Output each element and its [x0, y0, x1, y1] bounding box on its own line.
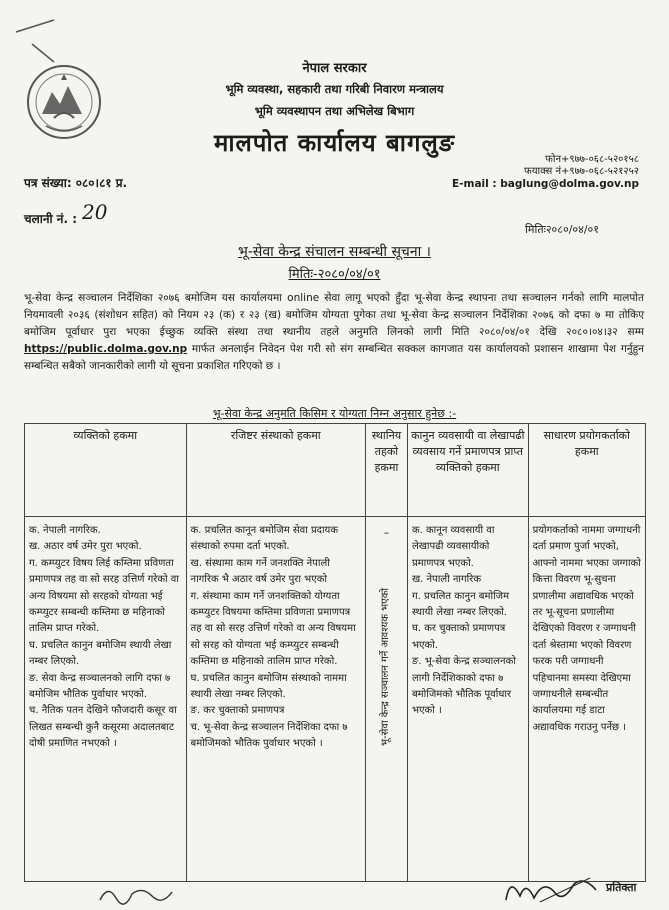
list-item: घ. प्रचलित कानुन बमोजिम स्थायी लेखा नम्बर लिएको.	[29, 639, 172, 668]
column-header-local-level: स्थानिय तहको हकमा	[365, 424, 407, 517]
list-item: ख. अठार वर्ष उमेर पुरा भएको.	[29, 541, 142, 553]
notice-date: मितिः-२०८०/०४/०१	[288, 267, 381, 282]
dolma-portal-link[interactable]: https://public.dolma.gov.np	[24, 343, 188, 355]
eligibility-table	[24, 423, 646, 882]
department-name: भूमि व्यवस्थापन तथा अभिलेख बिभाग	[254, 104, 415, 118]
notice-title: भू-सेवा केन्द्र संचालन सम्बन्धी सूचना ।	[238, 244, 431, 260]
list-item: क. नेपाली नागरिक.	[29, 525, 101, 536]
email-address: E-mail : baglung@dolma.gov.np	[452, 178, 639, 190]
list-item: च. भू-सेवा केन्द्र सञ्चालन निर्देशिका दफा ७ बमोजिमको भौतिक पुर्वाधार भएको ।	[190, 721, 348, 750]
notice-body-part-2: मार्फत अनलाईन निवेदन पेश गरी सो संग सम्बन्धित सक्कल कागजात यस कार्यालयको प्रशासन शाखामा पेश गर्नुहुन सम्बन्धित सबैको जानकारीको लागी यो सूचना प्रकाशित गरिएको छ ।	[24, 343, 644, 372]
list-item: ङ. सेवा केन्द्र सञ्चालनको लागि दफा ७ बमोजिम भौतिक पुर्वाधार भएको.	[29, 672, 171, 701]
fax-number: फयाक्स नं+९७७-०६८-५२१२५२	[524, 166, 639, 177]
letter-number: पत्र संख्या: ०८०।८१ प्र.	[24, 176, 128, 190]
list-item: घ. कर चुक्ताको प्रमाणपत्र भएको.	[411, 623, 506, 651]
registered-org-criteria-cell	[186, 517, 365, 882]
local-level-criteria-cell	[365, 517, 407, 882]
list-item: ग. संस्थामा काम गर्ने जनशक्तिको योग्यता कम्प्युटर विषयमा कम्तिमा प्रविणता प्रमाणपत्र तह वा सो सरह उत्तिर्ण गरेको वा अन्य विषयमा सो सरह को योग्यता भई कम्प्युटर सम्बन्धी कम्तिमा छ महिनाको तालिम प्राप्त गरेको.	[190, 590, 356, 668]
signature-right	[500, 872, 610, 906]
list-item: घ. प्रचलित कानुन बमोजिम संस्थाको नाममा स्थायी लेखा नम्बर लिएको.	[190, 672, 347, 701]
list-item: क. कानून व्यवसायी वा लेखापढी व्यवसायीको प्रमाणपत्र भएको.	[411, 525, 495, 569]
column-header-lawyer: कानुन व्यवसायी वा लेखापढी व्यवसाय गर्ने प्रमाणपत्र प्राप्त व्यक्तिको हकमा	[407, 424, 528, 517]
government-name: नेपाल सरकार	[302, 61, 367, 76]
general-user-criteria-cell	[528, 517, 645, 882]
lawyer-criteria-cell	[407, 517, 528, 882]
dispatch-label: चलानी नं. :	[24, 212, 78, 226]
dispatch-number: 20	[82, 200, 108, 224]
list-item: ख. संस्थामा काम गर्ने जनशक्ति नेपाली नागरिक भै अठार वर्ष उमेर पुरा भएको	[190, 557, 330, 586]
signature-left	[96, 880, 176, 906]
stamp-text: प्रतिक्ता	[606, 881, 637, 894]
list-item: ग. प्रचलित कानुन बमोजिम स्थायी लेखा नम्बर लिएको.	[411, 590, 510, 619]
list-item: क. प्रचलित कानून बमोजिम सेवा प्रदायक संस्थाको रुपमा दर्ता भएको.	[190, 525, 339, 553]
list-item: ख. नेपाली नागरिक	[411, 574, 482, 586]
list-item: ङ. भू-सेवा केन्द्र सञ्चालनको लागी निर्देशिकाको दफा ७ बमोजिमको भौतिक पूर्वाधार भएको ।	[411, 656, 516, 717]
table-title: भू-सेवा केन्द्र अनुमति किसिम र योग्यता निम्न अनुसार हुनेछ :-	[212, 407, 457, 420]
office-name: मालपोत कार्यालय बागलुङ	[213, 129, 456, 157]
list-item: ग. कम्प्युटर विषय लिई कम्तिमा प्रविणता प्रमाणपत्र तह वा सो सरह उत्तिर्ण गरेको वा अन्य विषयमा सो सरहको योग्यता भई कम्प्युटर सम्बन्धी कम्तिमा छ महिनाको तालिम प्राप्त गरेको.	[29, 557, 179, 635]
notice-body-part-1: भू-सेवा केन्द्र सञ्चालन निर्देशिका २०७६ बमोजिम यस कार्यालयमा online सेवा लागू भएको हुँदा भू-सेवा केन्द्र स्थापना तथा सञ्चालन गर्नको लागि मालपोत नियमावली २०३६ (संशोधन सहित) को नियम २३ (क) र २३ (ख) बमोजिम योग्यता पुगेका तथा भू-सेवा केन्द्र सञ्चालन निर्देशिका २०७६ को दफा ७ मा तोकिए बमोजिम पूर्वाधार पुरा भएका ईच्छुक व्यक्ति संस्था तथा स्थानीय तहले अनुमति लिनको लागी मिति २०८०/०४/०१ देखि २०८०।०४।३२ सम्म	[24, 292, 644, 338]
column-header-general-user: साधारण प्रयोगकर्ताको हकमा	[528, 424, 645, 517]
dash-mark: –	[383, 526, 390, 539]
list-item: च. नैतिक पतन देखिने फौजदारी कसूर वा लिखत सम्बन्धी कुनै कसूरमा अदालतबाट दोषी प्रमाणित नभएको ।	[29, 705, 177, 750]
ministry-name: भूमि व्यवस्था, सहकारी तथा गरिबी निवारण मन्त्रालय	[225, 82, 444, 96]
list-item: ङ. कर चुक्ताको प्रमाणपत्र	[190, 705, 285, 717]
column-header-individual: व्यक्तिको हकमा	[25, 424, 187, 517]
local-level-vertical-text: भू-सेवा केन्द्र सञ्चालन गर्ने आवश्यक भएको	[380, 588, 392, 746]
individual-criteria-cell	[25, 517, 187, 882]
phone-number: फोन+९७७-०६८-५२०१५८	[545, 154, 639, 165]
notice-body	[24, 290, 644, 375]
list-item: प्रयोगकर्ताको नाममा जग्गाधनी दर्ता प्रमाण पुर्जा भएको, आफ्नो नाममा भएका जग्गाको कित्ता विवरण भू-सुचना प्रणालीमा अद्यावधिक भएको तर भू-सूचना प्रणालीमा देखिएको विवरण र जग्गाधनी दर्ता श्रेस्तामा भएको विवरण फरक परी जग्गाधनी पहिचानमा समस्या देखिएमा जग्गाधनीले सम्बन्धीत कार्यालयमा गई डाटा अद्यावधिक गराउनु पर्नेछ ।	[532, 525, 641, 733]
contact-block	[452, 154, 639, 190]
column-header-registered-org: रजिष्टर संस्थाको हकमा	[186, 424, 365, 517]
letter-date: मितिः२०८०/०४/०१	[525, 223, 599, 236]
